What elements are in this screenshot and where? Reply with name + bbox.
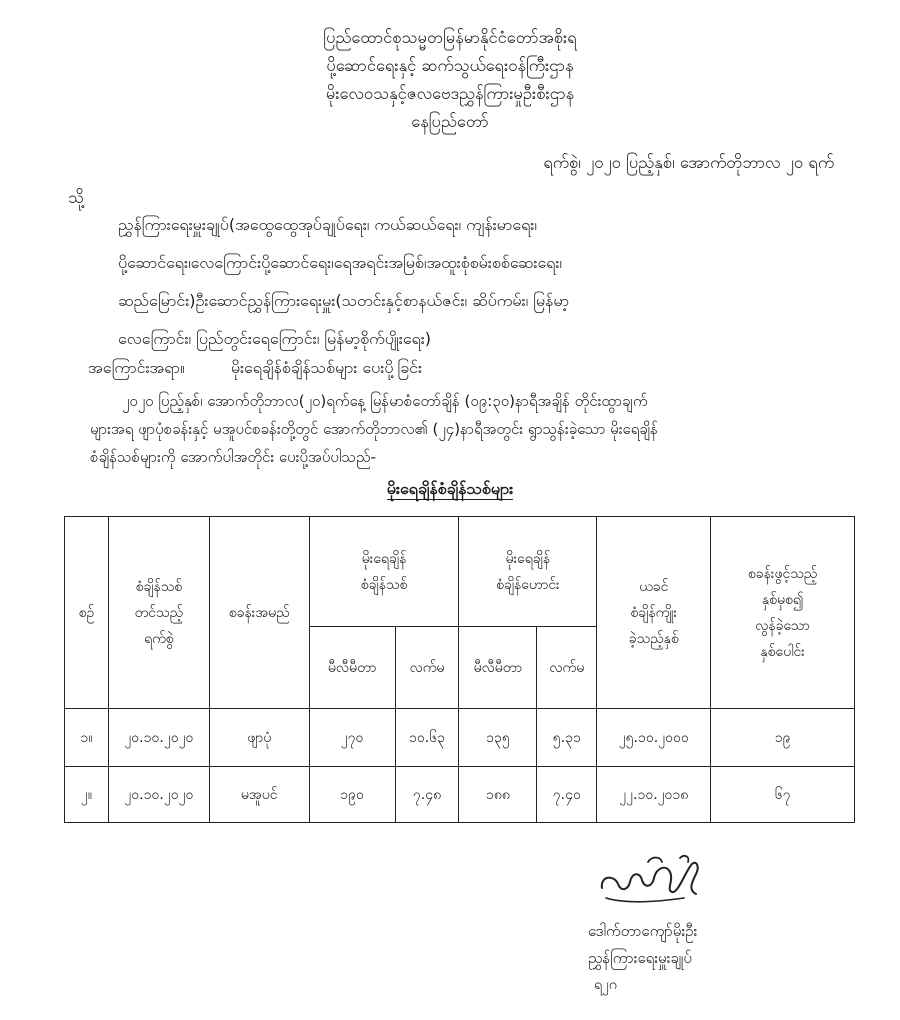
- cell-station: ဖျာပုံ: [209, 709, 309, 767]
- signatory-name: ဒေါက်တာကျော်မိုးဦး: [588, 922, 698, 940]
- signature-icon: [596, 850, 706, 910]
- body-line: ၂၀၂၀ ပြည့်နှစ်၊ အောက်တိုဘာလ(၂၀)ရက်နေ့ မြန်မာစံတော်ချိန် (၀၉:၃၀)နာရီအချိန် တိုင်းထွာချက်: [122, 392, 648, 410]
- signatory-block: [588, 918, 697, 999]
- cell-years-since: ၆၇: [711, 767, 855, 823]
- recipients: [118, 206, 878, 358]
- cell-station: မအူပင်: [209, 767, 309, 823]
- header-station: စခန်းအမည်: [209, 517, 309, 709]
- subject-text: မိုးရေချိန်စံချိန်သစ်များ ပေးပို့ခြင်း: [230, 358, 423, 377]
- cell-new-inch: ၁၀.၆၃: [395, 709, 459, 767]
- table-row: [65, 767, 855, 823]
- cell-date: ၂၀.၁၀.၂၀၂၀: [108, 709, 209, 767]
- header-old-record: မိုးရေချိန် စံချိန်ဟောင်း: [459, 517, 597, 627]
- cell-old-inch: ၅.၃၁: [537, 709, 597, 767]
- table-title: မိုးရေချိန်စံချိန်သစ်များ: [386, 479, 514, 498]
- subject: [88, 357, 422, 381]
- header-record-date: စံချိန်သစ် တင်သည့် ရက်စွဲ: [108, 517, 209, 709]
- recipient-line: လေကြောင်း၊ ပြည်တွင်းရေကြောင်း၊ မြန်မာ့စိုက်ပျိုးရေး): [118, 329, 431, 348]
- subject-label: အကြောင်းအရာ။: [88, 358, 185, 377]
- cell-years-since: ၁၉: [711, 709, 855, 767]
- cell-no: ၂။: [65, 767, 109, 823]
- cell-old-mm: ၁၃၅: [459, 709, 537, 767]
- recipient-line: ပို့ဆောင်ရေး၊လေကြောင်းပို့ဆောင်ရေး၊ရေအရင်းအမြစ်၊အထူးစုံစမ်းစစ်ဆေးရေး၊: [118, 253, 562, 272]
- header-previous-year: ယခင် စံချိန်ကျိုး ခဲ့သည့်နှစ်: [597, 517, 711, 709]
- header-old-mm: မီလီမီတာ: [459, 627, 537, 709]
- records-table: [64, 516, 855, 823]
- signatory-title: ညွှန်ကြားရေးမှူးချုပ်: [588, 949, 692, 967]
- cell-previous-year: ၂၂.၁၀.၂၀၁၈: [597, 767, 711, 823]
- cell-new-mm: ၁၉၀: [309, 767, 395, 823]
- cell-new-mm: ၂၇၀: [309, 709, 395, 767]
- cell-old-inch: ၇.၄၀: [537, 767, 597, 823]
- signatory-mark: ရ၂ဂ: [594, 977, 617, 993]
- table-header-row: [65, 517, 855, 627]
- letter-date: ရက်စွဲ၊ ၂၀၂၀ ပြည့်နှစ်၊ အောက်တိုဘာလ ၂၀ ရက်: [543, 153, 834, 172]
- header-no: စဉ်: [65, 517, 109, 709]
- cell-previous-year: ၂၅.၁၀.၂၀၀၀: [597, 709, 711, 767]
- cell-date: ၂၀.၁၀.၂၀၂၀: [108, 767, 209, 823]
- cell-old-mm: ၁၈၈: [459, 767, 537, 823]
- header-new-inch: လက်မ: [395, 627, 459, 709]
- body-paragraph: [90, 387, 870, 471]
- letterhead: [0, 24, 900, 136]
- body-line: များအရ ဖျာပုံစခန်းနှင့် မအူပင်စခန်းတို့တွင် အောက်တိုဘာလ၏ (၂၄)နာရီအတွင်း ရွာသွန်းခဲ့သော မိုးရေချိန်: [90, 420, 658, 438]
- recipient-line: ညွှန်ကြားရေးမှူးချုပ်(အထွေထွေအုပ်ချုပ်ရေး၊ ကယ်ဆယ်ရေး၊ ကျန်းမာရေး၊: [118, 215, 537, 234]
- cell-new-inch: ၇.၄၈: [395, 767, 459, 823]
- header-years-since: စခန်းဖွင့်သည့် နှစ်မှစ၍ လွန်ခဲ့သော နှစ်ပေါင်း: [711, 517, 855, 709]
- header-new-mm: မီလီမီတာ: [309, 627, 395, 709]
- recipient-line: ဆည်မြောင်း)ဦးဆောင်ညွှန်ကြားရေးမှူး(သတင်းနှင့်စာနယ်ဇင်း၊ ဆိပ်ကမ်း၊ မြန်မာ့: [118, 291, 570, 310]
- to-label: သို့: [68, 188, 84, 207]
- letterhead-ministry: ပို့ဆောင်ရေးနှင့် ဆက်သွယ်ရေးဝန်ကြီးဌာန: [326, 56, 574, 75]
- cell-no: ၁။: [65, 709, 109, 767]
- table-row: [65, 709, 855, 767]
- body-line: စံချိန်သစ်များကို အောက်ပါအတိုင်း ပေးပို့အပ်ပါသည်-: [90, 448, 376, 466]
- letterhead-government: ပြည်ထောင်စုသမ္မတမြန်မာနိုင်ငံတော်အစိုးရ: [323, 28, 577, 47]
- header-old-inch: လက်မ: [537, 627, 597, 709]
- letterhead-city: နေပြည်တော်: [411, 112, 489, 131]
- letterhead-department: မိုးလေဝသနှင့်ဇလဗေဒညွှန်ကြားမှုဦးစီးဌာန: [325, 84, 575, 103]
- header-new-record: မိုးရေချိန် စံချိန်သစ်: [309, 517, 459, 627]
